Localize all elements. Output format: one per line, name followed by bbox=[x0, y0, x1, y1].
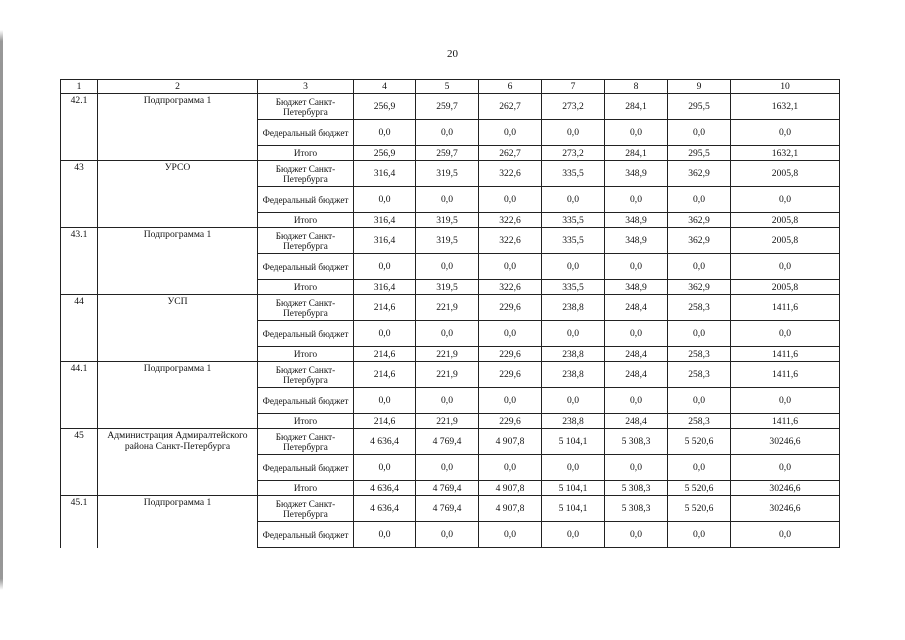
value-cell: 0,0 bbox=[542, 455, 605, 481]
value-cell: 248,4 bbox=[605, 414, 668, 429]
total-cell: 30246,6 bbox=[731, 496, 840, 522]
value-cell: 4 636,4 bbox=[354, 481, 416, 496]
value-cell: 5 308,3 bbox=[605, 481, 668, 496]
header-cell: 2 bbox=[98, 80, 258, 94]
funding-source: Федеральный бюджет bbox=[258, 455, 354, 481]
value-cell: 248,4 bbox=[605, 295, 668, 321]
value-cell: 316,4 bbox=[354, 228, 416, 254]
value-cell: 0,0 bbox=[354, 321, 416, 347]
value-cell: 262,7 bbox=[479, 146, 542, 161]
row-program-name: УРСО bbox=[98, 161, 258, 228]
value-cell: 229,6 bbox=[479, 295, 542, 321]
value-cell: 0,0 bbox=[605, 254, 668, 280]
table-row bbox=[61, 228, 840, 254]
value-cell: 4 769,4 bbox=[416, 429, 479, 455]
total-cell: 2005,8 bbox=[731, 228, 840, 254]
row-code: 42.1 bbox=[61, 94, 98, 161]
value-cell: 0,0 bbox=[542, 120, 605, 146]
value-cell: 0,0 bbox=[542, 321, 605, 347]
funding-source: Итого bbox=[258, 347, 354, 362]
total-cell: 0,0 bbox=[731, 388, 840, 414]
funding-source: Бюджет Санкт-Петербурга bbox=[258, 429, 354, 455]
total-cell: 2005,8 bbox=[731, 161, 840, 187]
value-cell: 362,9 bbox=[668, 228, 731, 254]
value-cell: 5 520,6 bbox=[668, 429, 731, 455]
value-cell: 0,0 bbox=[479, 321, 542, 347]
value-cell: 316,4 bbox=[354, 213, 416, 228]
value-cell: 0,0 bbox=[416, 187, 479, 213]
value-cell: 0,0 bbox=[416, 522, 479, 548]
total-cell: 0,0 bbox=[731, 120, 840, 146]
row-code: 45 bbox=[61, 429, 98, 496]
total-cell: 0,0 bbox=[731, 522, 840, 548]
value-cell: 0,0 bbox=[354, 455, 416, 481]
value-cell: 335,5 bbox=[542, 228, 605, 254]
value-cell: 284,1 bbox=[605, 146, 668, 161]
value-cell: 319,5 bbox=[416, 280, 479, 295]
value-cell: 348,9 bbox=[605, 161, 668, 187]
header-cell: 6 bbox=[479, 80, 542, 94]
value-cell: 0,0 bbox=[605, 321, 668, 347]
value-cell: 0,0 bbox=[668, 522, 731, 548]
value-cell: 0,0 bbox=[605, 388, 668, 414]
funding-source: Итого bbox=[258, 280, 354, 295]
funding-source: Бюджет Санкт-Петербурга bbox=[258, 362, 354, 388]
table-row bbox=[61, 362, 840, 388]
funding-source: Федеральный бюджет bbox=[258, 120, 354, 146]
value-cell: 0,0 bbox=[479, 522, 542, 548]
total-cell: 0,0 bbox=[731, 254, 840, 280]
funding-source: Бюджет Санкт-Петербурга bbox=[258, 161, 354, 187]
value-cell: 0,0 bbox=[605, 522, 668, 548]
funding-source: Федеральный бюджет bbox=[258, 522, 354, 548]
value-cell: 258,3 bbox=[668, 362, 731, 388]
value-cell: 214,6 bbox=[354, 295, 416, 321]
value-cell: 0,0 bbox=[479, 187, 542, 213]
value-cell: 295,5 bbox=[668, 94, 731, 120]
value-cell: 316,4 bbox=[354, 161, 416, 187]
funding-source: Итого bbox=[258, 146, 354, 161]
funding-source: Бюджет Санкт-Петербурга bbox=[258, 228, 354, 254]
value-cell: 316,4 bbox=[354, 280, 416, 295]
value-cell: 0,0 bbox=[479, 455, 542, 481]
value-cell: 229,6 bbox=[479, 347, 542, 362]
value-cell: 0,0 bbox=[354, 120, 416, 146]
table-row bbox=[61, 429, 840, 455]
value-cell: 4 907,8 bbox=[479, 481, 542, 496]
value-cell: 335,5 bbox=[542, 280, 605, 295]
funding-source: Итого bbox=[258, 481, 354, 496]
row-program-name: Подпрограмма 1 bbox=[98, 496, 258, 548]
header-cell: 8 bbox=[605, 80, 668, 94]
value-cell: 0,0 bbox=[542, 388, 605, 414]
value-cell: 0,0 bbox=[605, 455, 668, 481]
header-cell: 3 bbox=[258, 80, 354, 94]
value-cell: 229,6 bbox=[479, 362, 542, 388]
value-cell: 0,0 bbox=[416, 388, 479, 414]
row-code: 45.1 bbox=[61, 496, 98, 548]
value-cell: 0,0 bbox=[542, 187, 605, 213]
value-cell: 0,0 bbox=[354, 187, 416, 213]
value-cell: 5 104,1 bbox=[542, 481, 605, 496]
value-cell: 284,1 bbox=[605, 94, 668, 120]
value-cell: 0,0 bbox=[668, 254, 731, 280]
total-cell: 2005,8 bbox=[731, 213, 840, 228]
row-code: 44.1 bbox=[61, 362, 98, 429]
table-row bbox=[61, 94, 840, 120]
funding-source: Бюджет Санкт-Петербурга bbox=[258, 94, 354, 120]
header-cell: 7 bbox=[542, 80, 605, 94]
value-cell: 5 520,6 bbox=[668, 481, 731, 496]
funding-source: Бюджет Санкт-Петербурга bbox=[258, 496, 354, 522]
header-cell: 5 bbox=[416, 80, 479, 94]
value-cell: 221,9 bbox=[416, 362, 479, 388]
value-cell: 5 104,1 bbox=[542, 496, 605, 522]
value-cell: 0,0 bbox=[479, 388, 542, 414]
total-cell: 1632,1 bbox=[731, 146, 840, 161]
value-cell: 0,0 bbox=[668, 187, 731, 213]
value-cell: 214,6 bbox=[354, 414, 416, 429]
value-cell: 322,6 bbox=[479, 280, 542, 295]
value-cell: 362,9 bbox=[668, 213, 731, 228]
total-cell: 1411,6 bbox=[731, 362, 840, 388]
value-cell: 238,8 bbox=[542, 347, 605, 362]
value-cell: 238,8 bbox=[542, 414, 605, 429]
value-cell: 0,0 bbox=[605, 187, 668, 213]
row-program-name: Подпрограмма 1 bbox=[98, 362, 258, 429]
funding-source: Федеральный бюджет bbox=[258, 254, 354, 280]
funding-source: Федеральный бюджет bbox=[258, 321, 354, 347]
value-cell: 322,6 bbox=[479, 213, 542, 228]
total-cell: 30246,6 bbox=[731, 429, 840, 455]
value-cell: 258,3 bbox=[668, 414, 731, 429]
value-cell: 214,6 bbox=[354, 347, 416, 362]
value-cell: 259,7 bbox=[416, 94, 479, 120]
total-cell: 1411,6 bbox=[731, 414, 840, 429]
value-cell: 259,7 bbox=[416, 146, 479, 161]
value-cell: 256,9 bbox=[354, 146, 416, 161]
value-cell: 4 769,4 bbox=[416, 481, 479, 496]
value-cell: 362,9 bbox=[668, 161, 731, 187]
value-cell: 248,4 bbox=[605, 362, 668, 388]
funding-source: Итого bbox=[258, 213, 354, 228]
budget-table bbox=[60, 79, 840, 548]
total-cell: 30246,6 bbox=[731, 481, 840, 496]
funding-source: Федеральный бюджет bbox=[258, 187, 354, 213]
total-cell: 2005,8 bbox=[731, 280, 840, 295]
header-cell: 9 bbox=[668, 80, 731, 94]
value-cell: 319,5 bbox=[416, 161, 479, 187]
header-row bbox=[61, 80, 840, 94]
value-cell: 0,0 bbox=[416, 254, 479, 280]
value-cell: 5 308,3 bbox=[605, 496, 668, 522]
row-program-name: Администрация Адмиралтейского района Санкт-Петербурга bbox=[98, 429, 258, 496]
value-cell: 5 308,3 bbox=[605, 429, 668, 455]
total-cell: 0,0 bbox=[731, 187, 840, 213]
value-cell: 4 907,8 bbox=[479, 496, 542, 522]
value-cell: 214,6 bbox=[354, 362, 416, 388]
value-cell: 0,0 bbox=[479, 254, 542, 280]
value-cell: 221,9 bbox=[416, 347, 479, 362]
scan-edge-mark bbox=[0, 30, 3, 590]
value-cell: 0,0 bbox=[542, 522, 605, 548]
value-cell: 273,2 bbox=[542, 94, 605, 120]
value-cell: 248,4 bbox=[605, 347, 668, 362]
row-program-name: Подпрограмма 1 bbox=[98, 228, 258, 295]
value-cell: 238,8 bbox=[542, 362, 605, 388]
value-cell: 238,8 bbox=[542, 295, 605, 321]
header-cell: 1 bbox=[61, 80, 98, 94]
row-code: 43.1 bbox=[61, 228, 98, 295]
row-code: 43 bbox=[61, 161, 98, 228]
funding-source: Бюджет Санкт-Петербурга bbox=[258, 295, 354, 321]
value-cell: 0,0 bbox=[354, 254, 416, 280]
value-cell: 319,5 bbox=[416, 213, 479, 228]
value-cell: 335,5 bbox=[542, 213, 605, 228]
value-cell: 258,3 bbox=[668, 347, 731, 362]
value-cell: 348,9 bbox=[605, 280, 668, 295]
total-cell: 0,0 bbox=[731, 455, 840, 481]
value-cell: 0,0 bbox=[668, 321, 731, 347]
value-cell: 335,5 bbox=[542, 161, 605, 187]
value-cell: 295,5 bbox=[668, 146, 731, 161]
value-cell: 262,7 bbox=[479, 94, 542, 120]
value-cell: 0,0 bbox=[605, 120, 668, 146]
value-cell: 0,0 bbox=[542, 254, 605, 280]
value-cell: 0,0 bbox=[416, 321, 479, 347]
row-program-name: Подпрограмма 1 bbox=[98, 94, 258, 161]
total-cell: 1411,6 bbox=[731, 295, 840, 321]
value-cell: 0,0 bbox=[354, 388, 416, 414]
value-cell: 258,3 bbox=[668, 295, 731, 321]
table-body bbox=[61, 80, 840, 548]
value-cell: 0,0 bbox=[416, 120, 479, 146]
value-cell: 221,9 bbox=[416, 295, 479, 321]
value-cell: 4 907,8 bbox=[479, 429, 542, 455]
value-cell: 221,9 bbox=[416, 414, 479, 429]
row-program-name: УСП bbox=[98, 295, 258, 362]
header-cell: 10 bbox=[731, 80, 840, 94]
funding-source: Итого bbox=[258, 414, 354, 429]
page-number: 20 bbox=[447, 48, 458, 60]
value-cell: 0,0 bbox=[668, 455, 731, 481]
row-code: 44 bbox=[61, 295, 98, 362]
value-cell: 319,5 bbox=[416, 228, 479, 254]
value-cell: 0,0 bbox=[354, 522, 416, 548]
value-cell: 0,0 bbox=[479, 120, 542, 146]
total-cell: 1632,1 bbox=[731, 94, 840, 120]
value-cell: 348,9 bbox=[605, 213, 668, 228]
value-cell: 229,6 bbox=[479, 414, 542, 429]
value-cell: 322,6 bbox=[479, 161, 542, 187]
value-cell: 4 769,4 bbox=[416, 496, 479, 522]
value-cell: 4 636,4 bbox=[354, 496, 416, 522]
header-cell: 4 bbox=[354, 80, 416, 94]
value-cell: 5 104,1 bbox=[542, 429, 605, 455]
total-cell: 0,0 bbox=[731, 321, 840, 347]
value-cell: 273,2 bbox=[542, 146, 605, 161]
funding-source: Федеральный бюджет bbox=[258, 388, 354, 414]
value-cell: 362,9 bbox=[668, 280, 731, 295]
value-cell: 0,0 bbox=[668, 388, 731, 414]
value-cell: 5 520,6 bbox=[668, 496, 731, 522]
value-cell: 0,0 bbox=[416, 455, 479, 481]
table-row bbox=[61, 161, 840, 187]
value-cell: 348,9 bbox=[605, 228, 668, 254]
table-row bbox=[61, 496, 840, 522]
value-cell: 256,9 bbox=[354, 94, 416, 120]
value-cell: 322,6 bbox=[479, 228, 542, 254]
value-cell: 0,0 bbox=[668, 120, 731, 146]
value-cell: 4 636,4 bbox=[354, 429, 416, 455]
table-row bbox=[61, 295, 840, 321]
total-cell: 1411,6 bbox=[731, 347, 840, 362]
